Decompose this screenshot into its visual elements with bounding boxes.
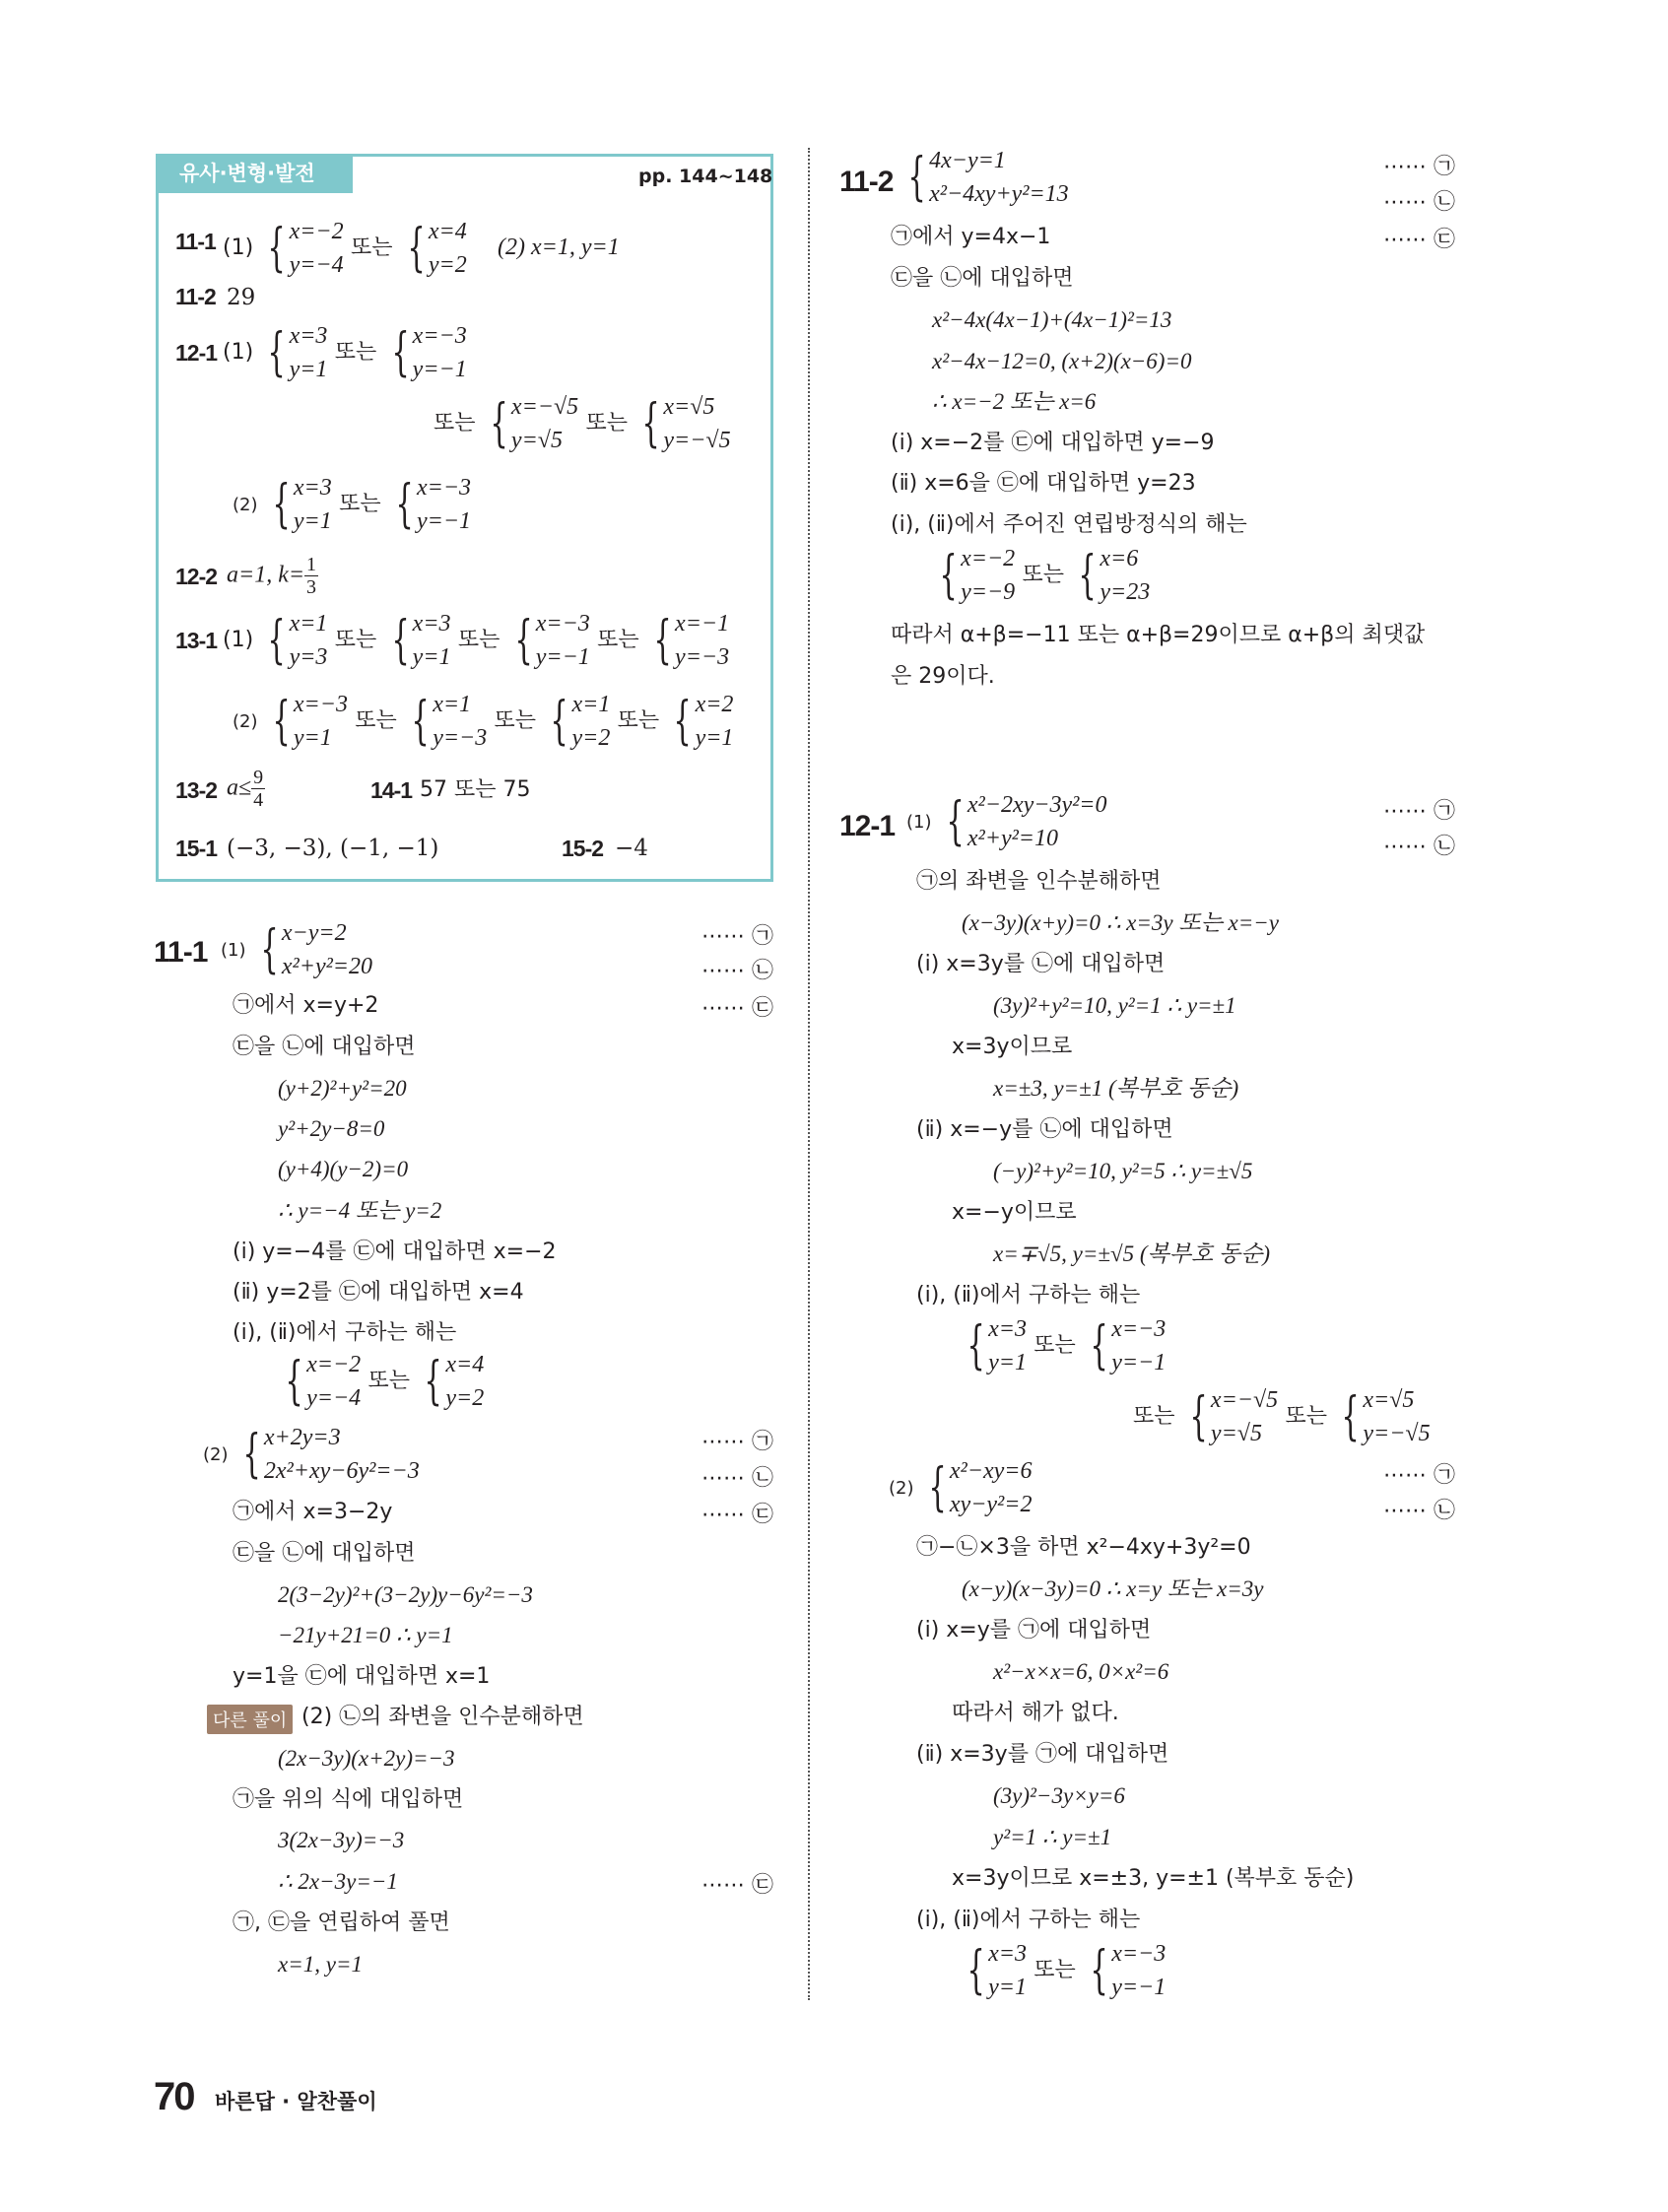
answer-12-1-part2: (2) { x=3 y=1 또는 { x=−3 y=−1	[233, 471, 471, 538]
or-text: 또는	[355, 708, 397, 733]
footer-title: 바른답 · 알찬풀이	[215, 2090, 377, 2113]
answer-label-13-2: 13-2	[175, 777, 218, 803]
step-line: x=∓√5, y=±√5 (복부호 동순)	[993, 1241, 1271, 1266]
fraction-denominator: 4	[253, 789, 264, 811]
eq-y: y=1	[293, 508, 332, 534]
or-text: 또는	[1285, 1404, 1327, 1429]
solution-result: { x=−2 y=−9 또는 { x=6 y=23	[932, 542, 1150, 609]
solution-result-cont: 또는 { x=−√5 y=√5 또는 { x=√5 y=−√5	[1133, 1383, 1431, 1450]
step-line: 따라서 α+β=−11 또는 α+β=29이므로 α+β의 최댓값	[891, 623, 1426, 647]
answer-label-14-1: 14-1	[370, 777, 413, 803]
part-label: (2)	[233, 711, 258, 732]
solution-label-11-1: 11-1	[154, 936, 208, 969]
step-line: (ⅱ) x=6을 ㉢에 대입하면 y=23	[891, 471, 1196, 496]
eq-x: x=6	[1100, 546, 1139, 571]
answer-text: a=1, k=	[227, 562, 305, 588]
answer-13-2	[227, 767, 265, 811]
equation: x²−xy=6	[949, 1458, 1033, 1484]
equation: x−y=2	[281, 920, 347, 946]
answer-label-13-1: 13-1	[175, 628, 218, 653]
step-line: (ⅱ) x=3y를 ㉠에 대입하면	[916, 1742, 1169, 1767]
eq-y: y=−√5	[1363, 1421, 1431, 1446]
marker-a: ⋯⋯ ㉠	[1383, 799, 1455, 824]
step-line: ㉠에서 x=y+2	[233, 993, 379, 1018]
eq-y: y=−4	[289, 252, 344, 278]
system-11-2: { 4x−y=1 x²−4xy+y²=13	[901, 144, 1069, 211]
step-line: (ⅰ), (ⅱ)에서 구하는 해는	[916, 1283, 1141, 1307]
part-2-answer: (2) x=1, y=1	[498, 235, 620, 260]
marker-b: ⋯⋯ ㉡	[1383, 190, 1455, 215]
or-text: 또는	[339, 492, 381, 516]
answer-12-1-part1-cont: 또는 { x=−√5 y=√5 또는 { x=√5 y=−√5	[434, 390, 731, 457]
step-line: ㉢을 ㉡에 대입하면	[233, 1035, 416, 1059]
solution-label-11-2: 11-2	[839, 166, 894, 198]
step-line: (3y)²+y²=10, y²=1 ∴ y=±1	[993, 993, 1236, 1018]
part-label: (2)	[889, 1478, 914, 1499]
marker-a: ⋯⋯ ㉠	[1383, 155, 1455, 179]
equation: x²−4xy+y²=13	[929, 181, 1069, 207]
eq-y: y=−1	[1111, 1975, 1167, 2000]
step-line: (ⅰ), (ⅱ)에서 구하는 해는	[233, 1320, 457, 1345]
equation: x²+y²=10	[967, 826, 1058, 851]
step-line: x=−y이므로	[952, 1200, 1077, 1225]
answer-11-1: (1) { x=−2 y=−4 또는 { x=4 y=2 (2) x=1, y=1	[223, 215, 620, 282]
step-line: (ⅰ), (ⅱ)에서 주어진 연립방정식의 해는	[891, 512, 1247, 537]
eq-x: x=−3	[1111, 1941, 1167, 1967]
step-line: x²−4x−12=0, (x+2)(x−6)=0	[932, 349, 1192, 373]
or-text: 또는	[1034, 1333, 1076, 1358]
solution-result: { x=3 y=1 또는 { x=−3 y=−1	[960, 1312, 1166, 1379]
eq-x: x=3	[988, 1316, 1027, 1342]
part-label: (1)	[223, 628, 254, 652]
eq-x: x=−3	[293, 692, 348, 717]
answer-13-1-part1: (1) { x=1 y=3 또는 { x=3 y=1 또는 { x=−3 y=−1 또는 { x=−1 y=−3	[223, 607, 729, 674]
system-12-1-2: (2) { x²−xy=6 xy−y²=2	[889, 1454, 1032, 1521]
step-line: −21y+21=0 ∴ y=1	[278, 1623, 453, 1647]
answer-label-11-2: 11-2	[175, 284, 216, 309]
marker-c: ⋯⋯ ㉢	[701, 1503, 773, 1527]
answer-label-12-1: 12-1	[175, 340, 218, 366]
step-line: (2x−3y)(x+2y)=−3	[278, 1746, 455, 1771]
marker-c: ⋯⋯ ㉢	[1383, 228, 1455, 252]
eq-x: x=1	[571, 692, 611, 717]
eq-x: x=−3	[417, 475, 472, 501]
eq-y: y=1	[988, 1350, 1027, 1375]
eq-y: y=2	[571, 725, 611, 751]
eq-y: y=√5	[1210, 1421, 1262, 1446]
system-11-1-1: (1) { x−y=2 x²+y²=20	[221, 916, 372, 983]
or-text: 또는	[367, 1369, 410, 1393]
step-line: 2(3−2y)²+(3−2y)y−6y²=−3	[278, 1582, 533, 1607]
eq-x: x=−2	[289, 219, 344, 244]
answer-15-2: −4	[615, 836, 648, 861]
answer-label-15-2: 15-2	[562, 836, 604, 861]
eq-y: y=1	[695, 725, 734, 751]
system-11-1-2: (2) { x+2y=3 2x²+xy−6y²=−3	[203, 1421, 420, 1488]
or-text: 또는	[597, 628, 639, 652]
marker-b: ⋯⋯ ㉡	[701, 959, 773, 983]
step-line: (3y)²−3y×y=6	[993, 1783, 1125, 1808]
page-number: 70	[154, 2075, 194, 2118]
or-text: 또는	[334, 628, 377, 652]
eq-x: x=√5	[663, 394, 715, 420]
eq-y: y=−3	[675, 644, 730, 670]
eq-x: x=4	[428, 219, 467, 244]
answer-13-1-part2: (2) { x=−3 y=1 또는 { x=1 y=−3 또는 { x=1 y=2 또는 { x=2 y=1	[233, 688, 733, 755]
marker-b: ⋯⋯ ㉡	[1383, 835, 1455, 859]
step-line: ㉠에서 x=3−2y	[233, 1500, 393, 1524]
eq-y: y=−√5	[663, 428, 731, 453]
eq-x: x=1	[289, 611, 328, 637]
step-line: (ⅰ) y=−4를 ㉢에 대입하면 x=−2	[233, 1240, 557, 1264]
step-line: x=3y이므로 x=±3, y=±1 (복부호 동순)	[952, 1866, 1355, 1891]
eq-y: y=3	[289, 644, 328, 670]
page-range: pp. 144~148	[638, 166, 773, 187]
step-line: (2) ㉡의 좌변을 인수분해하면	[301, 1705, 584, 1729]
equation: xy−y²=2	[949, 1492, 1033, 1517]
eq-x: x=3	[412, 611, 451, 637]
step-line: ㉢을 ㉡에 대입하면	[233, 1541, 416, 1566]
step-line: (x−3y)(x+y)=0 ∴ x=3y 또는 x=−y	[962, 910, 1279, 935]
step-line: (ⅱ) x=−y를 ㉡에 대입하면	[916, 1117, 1173, 1142]
step-line: x²−4x(4x−1)+(4x−1)²=13	[932, 307, 1172, 332]
marker-c: ⋯⋯ ㉢	[701, 996, 773, 1021]
eq-x: x=−2	[961, 546, 1016, 571]
or-text: 또는	[1022, 563, 1064, 587]
eq-x: x=−√5	[510, 394, 579, 420]
marker-b: ⋯⋯ ㉡	[701, 1466, 773, 1491]
step-line: ㉢을 ㉡에 대입하면	[891, 266, 1074, 291]
step-line: 따라서 해가 없다.	[952, 1701, 1119, 1725]
eq-x: x=√5	[1363, 1387, 1415, 1413]
step-line: x=1, y=1	[278, 1952, 363, 1977]
solution-result: { x=3 y=1 또는 { x=−3 y=−1	[960, 1937, 1166, 2004]
eq-x: x=2	[695, 692, 734, 717]
or-text: 또는	[350, 235, 393, 260]
step-line: ㉠, ㉢을 연립하여 풀면	[233, 1910, 450, 1935]
column-divider	[808, 148, 810, 2000]
step-line: ㉠을 위의 식에 대입하면	[233, 1787, 464, 1812]
fraction-numerator: 1	[306, 554, 317, 575]
marker-a: ⋯⋯ ㉠	[701, 924, 773, 949]
system-12-1-1: (1) { x²−2xy−3y²=0 x²+y²=10	[906, 788, 1107, 855]
eq-x: x=−√5	[1210, 1387, 1279, 1413]
equation: x+2y=3	[263, 1425, 341, 1450]
marker-a: ⋯⋯ ㉠	[1383, 1463, 1455, 1488]
or-text: 또는	[334, 340, 377, 365]
or-text: 또는	[585, 411, 628, 436]
fraction-denominator: 3	[306, 576, 317, 598]
eq-y: y=2	[428, 252, 467, 278]
eq-y: y=1	[289, 357, 328, 382]
step-line: (−y)²+y²=10, y²=5 ∴ y=±√5	[993, 1159, 1253, 1183]
step-line: ∴ y=−4 또는 y=2	[278, 1198, 442, 1223]
answer-label-11-1: 11-1	[175, 229, 216, 254]
step-line: 3(2x−3y)=−3	[278, 1828, 405, 1852]
answer-12-2	[227, 554, 318, 598]
step-line: x=3y이므로	[952, 1035, 1073, 1059]
eq-x: x=−2	[306, 1352, 362, 1377]
eq-y: y=23	[1100, 579, 1151, 605]
answer-15-1: (−3, −3), (−1, −1)	[227, 836, 439, 861]
eq-y: y=−3	[433, 725, 488, 751]
part-label: (1)	[223, 235, 254, 260]
eq-x: x=−3	[535, 611, 590, 637]
answer-12-1-part1: (1) { x=3 y=1 또는 { x=−3 y=−1	[223, 319, 467, 386]
eq-y: y=√5	[510, 428, 563, 453]
answer-label-12-2: 12-2	[175, 564, 218, 589]
eq-y: y=−9	[961, 579, 1016, 605]
equation: x²+y²=20	[281, 954, 372, 979]
eq-x: x=−3	[412, 323, 467, 349]
step-line: y=1을 ㉢에 대입하면 x=1	[233, 1664, 491, 1689]
eq-y: y=−1	[412, 357, 467, 382]
step-line: y²=1 ∴ y=±1	[993, 1825, 1112, 1849]
marker-c: ⋯⋯ ㉢	[701, 1873, 773, 1898]
equation: x²−2xy−3y²=0	[967, 792, 1107, 818]
equation: 4x−y=1	[929, 148, 1006, 173]
eq-x: x=3	[988, 1941, 1027, 1967]
step-line: x=±3, y=±1 (복부호 동순)	[993, 1076, 1239, 1101]
part-label: (1)	[221, 940, 246, 961]
eq-x: x=−3	[1111, 1316, 1167, 1342]
eq-y: y=−1	[1111, 1350, 1167, 1375]
box-tab-label: 유사·변형·발전	[156, 154, 353, 193]
answer-11-2: 29	[227, 285, 256, 310]
step-line: 은 29이다.	[891, 664, 995, 689]
step-line: (ⅱ) y=2를 ㉢에 대입하면 x=4	[233, 1280, 524, 1305]
eq-y: y=1	[412, 644, 451, 670]
answer-label-15-1: 15-1	[175, 836, 218, 861]
step-line: y²+2y−8=0	[278, 1116, 385, 1141]
eq-x: x=1	[433, 692, 472, 717]
eq-x: x=3	[289, 323, 328, 349]
or-text: 또는	[1034, 1958, 1076, 1982]
equation: 2x²+xy−6y²=−3	[263, 1458, 420, 1484]
part-label: (1)	[906, 812, 932, 833]
answer-text: a≤	[227, 774, 252, 801]
step-line: ∴ x=−2 또는 x=6	[932, 389, 1097, 414]
step-line: ㉠에서 y=4x−1	[891, 225, 1051, 249]
eq-x: x=4	[445, 1352, 485, 1377]
eq-y: y=−4	[306, 1385, 362, 1411]
step-line: (x−y)(x−3y)=0 ∴ x=y 또는 x=3y	[962, 1576, 1264, 1601]
eq-y: y=−1	[535, 644, 590, 670]
step-line: (y+2)²+y²=20	[278, 1076, 407, 1101]
fraction-numerator: 9	[253, 767, 264, 788]
marker-b: ⋯⋯ ㉡	[1383, 1499, 1455, 1523]
or-text: 또는	[457, 628, 500, 652]
answer-14-1: 57 또는 75	[420, 777, 531, 802]
marker-a: ⋯⋯ ㉠	[701, 1430, 773, 1454]
eq-x: x=3	[293, 475, 332, 501]
part-label: (2)	[203, 1444, 229, 1465]
eq-y: y=2	[445, 1385, 485, 1411]
solution-label-12-1: 12-1	[839, 810, 896, 842]
step-line: (ⅰ) x=−2를 ㉢에 대입하면 y=−9	[891, 431, 1215, 455]
step-line: (ⅰ) x=y를 ㉠에 대입하면	[916, 1618, 1152, 1642]
eq-y: y=1	[293, 725, 332, 751]
step-line: ∴ 2x−3y=−1	[278, 1869, 398, 1894]
part-label: (1)	[223, 340, 254, 365]
step-line: ㉠−㉡×3을 하면 x²−4xy+3y²=0	[916, 1535, 1251, 1560]
alt-solution-badge: 다른 풀이	[207, 1705, 293, 1734]
solution-result: { x=−2 y=−4 또는 { x=4 y=2	[278, 1348, 484, 1415]
eq-y: y=−1	[417, 508, 472, 534]
step-line: (ⅰ) x=3y를 ㉡에 대입하면	[916, 952, 1166, 976]
or-text: 또는	[434, 411, 476, 436]
or-text: 또는	[494, 708, 537, 733]
eq-x: x=−1	[675, 611, 730, 637]
or-text: 또는	[1133, 1404, 1175, 1429]
step-line: (ⅰ), (ⅱ)에서 구하는 해는	[916, 1908, 1141, 1932]
part-label: (2)	[233, 495, 258, 515]
eq-y: y=1	[988, 1975, 1027, 2000]
step-line: ㉠의 좌변을 인수분해하면	[916, 869, 1162, 894]
step-line: (y+4)(y−2)=0	[278, 1157, 409, 1181]
or-text: 또는	[617, 708, 660, 733]
step-line: x²−x×x=6, 0×x²=6	[993, 1659, 1169, 1684]
